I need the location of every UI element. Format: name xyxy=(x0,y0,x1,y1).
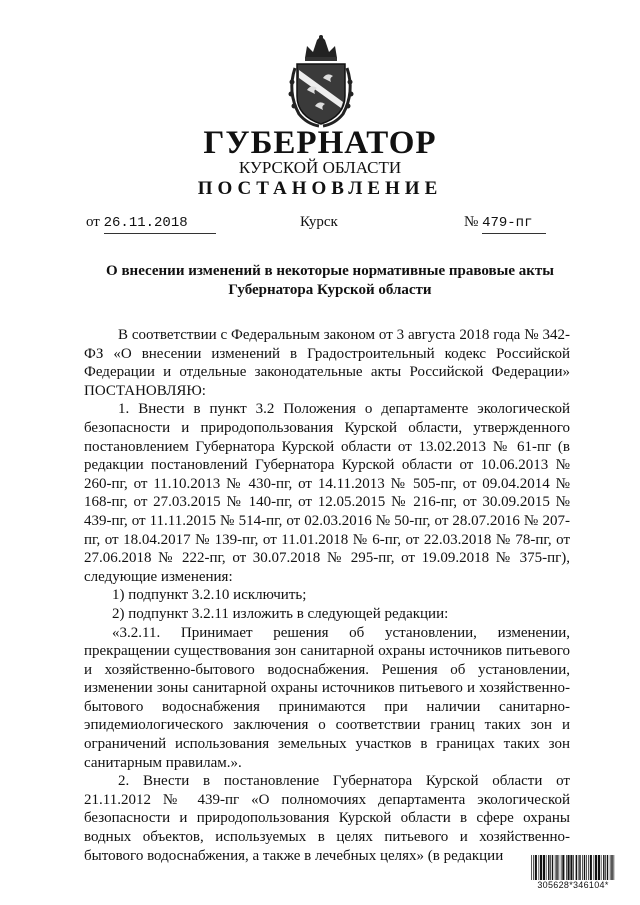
body-quote-3-2-11: «3.2.11. Принимает решения об установлении, изменении, прекращении существования зон санитарной охраны источников питьевого и хозяйственно-бытового водоснабжения. Решения об установлении, изменении зоны санитарной охраны источников питьевого и хозяйственно-бытового водоснабжения принимаются при наличии санитарно-эпидемиологического заключения о соответствии границ таких зон и ограничений использования земельных участков в границах таких зон санитарным правилам.». xyxy=(84,624,570,771)
barcode-bar xyxy=(595,855,597,881)
barcode-bar xyxy=(548,855,549,881)
coat-of-arms-emblem xyxy=(285,34,357,128)
barcode-bar xyxy=(584,855,585,881)
barcode-bar xyxy=(579,855,580,881)
barcode-bar xyxy=(552,855,553,881)
barcode-bar xyxy=(598,855,600,881)
barcode-bar xyxy=(539,855,540,881)
barcode-bar xyxy=(605,855,606,881)
barcode-bar xyxy=(570,855,572,881)
barcode-bar xyxy=(614,855,615,881)
header-title: ГУБЕРНАТОР xyxy=(203,125,437,161)
body-paragraph-item-1: 1. Внести в пункт 3.2 Положения о департаменте экологической безопасности и природопользования Курской области, утвержденного постановлением Губернатора Курской области от 13.02.2013 № 61-пг (в редакции постановлений Губернатора Курской области от 10.06.2013 № 260-пг, от 11.10.2013 № 430-пг, от 14.11.2013 № 505-пг, от 09.04.2014 № 168-пг, от 27.03.2015 № 140-пг, от 12.05.2015 № 216-пг, от 30.09.2015 № 439-пг, от 11.11.2015 № 514-пг, от 02.03.2016 № 50-пг, от 28.07.2016 № 207-пг, от 18.04.2017 № 139-пг, от 11.01.2018 № 6-пг, от 22.03.2018 № 78-пг, от 27.06.2018 № 222-пг, от 30.07.2018 № 295-пг, от 19.09.2018 № 375-пг), следующие изменения: xyxy=(84,401,570,585)
barcode-bar xyxy=(590,855,592,881)
heading-line-2: Губернатора Курской области xyxy=(228,282,432,298)
barcode-bar xyxy=(611,855,612,881)
doc-heading xyxy=(80,262,580,300)
barcode-bar xyxy=(578,855,579,881)
header-doc-type: ПОСТАНОВЛЕНИЕ xyxy=(197,178,443,199)
body-paragraph-item-2: 2. Внести в постановление Губернатора Курской области от 21.11.2012 № 439-пг «О полномочиях департамента экологической безопасности и природопользования Курской области в сфере охраны водных объектов, используемых в целях питьевого и хозяйственно-бытового водоснабжения, а также в лечебных целях» (в редакции xyxy=(84,773,570,864)
barcode-bar xyxy=(601,855,602,881)
barcode-bar xyxy=(555,855,556,881)
date-value: 26.11.2018 xyxy=(104,213,216,234)
barcode-bar xyxy=(607,855,608,881)
heading-line-1: О внесении изменений в некоторые нормативные правовые акты xyxy=(106,263,554,279)
header-region: КУРСКОЙ ОБЛАСТИ xyxy=(238,158,402,177)
barcode-number: 305628*346104* xyxy=(530,880,616,891)
barcode-bar xyxy=(582,855,583,881)
barcode-bar xyxy=(576,855,577,881)
date-prefix: от xyxy=(86,214,100,230)
barcode-bar xyxy=(550,855,551,881)
barcode-bar xyxy=(566,855,567,881)
doc-body xyxy=(84,326,570,865)
doc-number xyxy=(464,212,546,234)
barcode-bar xyxy=(573,855,574,881)
barcode-bar xyxy=(594,855,595,881)
barcode-bar xyxy=(533,855,534,881)
number-prefix: № xyxy=(464,214,479,230)
barcode-bar xyxy=(543,855,545,881)
barcode-bar xyxy=(559,855,560,881)
barcode-bar xyxy=(556,855,557,881)
barcode-bar xyxy=(610,855,611,881)
body-paragraph-intro: В соответствии с Федеральным законом от 3 августа 2018 года № 342-ФЗ «О внесении изменений в Градостроительный кодекс Российской Федерации и отдельные законодательные акты Российской Федерации» ПОСТАНОВЛЯЮ: xyxy=(84,327,570,399)
barcode-bar xyxy=(603,855,604,881)
barcode-bar xyxy=(562,855,564,881)
body-subitem-2: 2) подпункт 3.2.11 изложить в следующей редакции: xyxy=(112,605,449,622)
barcode-bar xyxy=(540,855,542,881)
barcode-bar xyxy=(546,855,547,881)
barcode-bar xyxy=(535,855,537,881)
barcode-bar xyxy=(561,855,562,881)
number-value: 479-пг xyxy=(482,213,546,234)
doc-city: Курск xyxy=(300,214,338,230)
barcode-bar xyxy=(531,855,532,881)
doc-date xyxy=(86,212,216,234)
barcode-bar xyxy=(586,855,587,881)
barcode-bar xyxy=(588,855,589,881)
barcode-bar xyxy=(568,855,570,881)
body-subitem-1: 1) подпункт 3.2.10 исключить; xyxy=(112,587,307,604)
